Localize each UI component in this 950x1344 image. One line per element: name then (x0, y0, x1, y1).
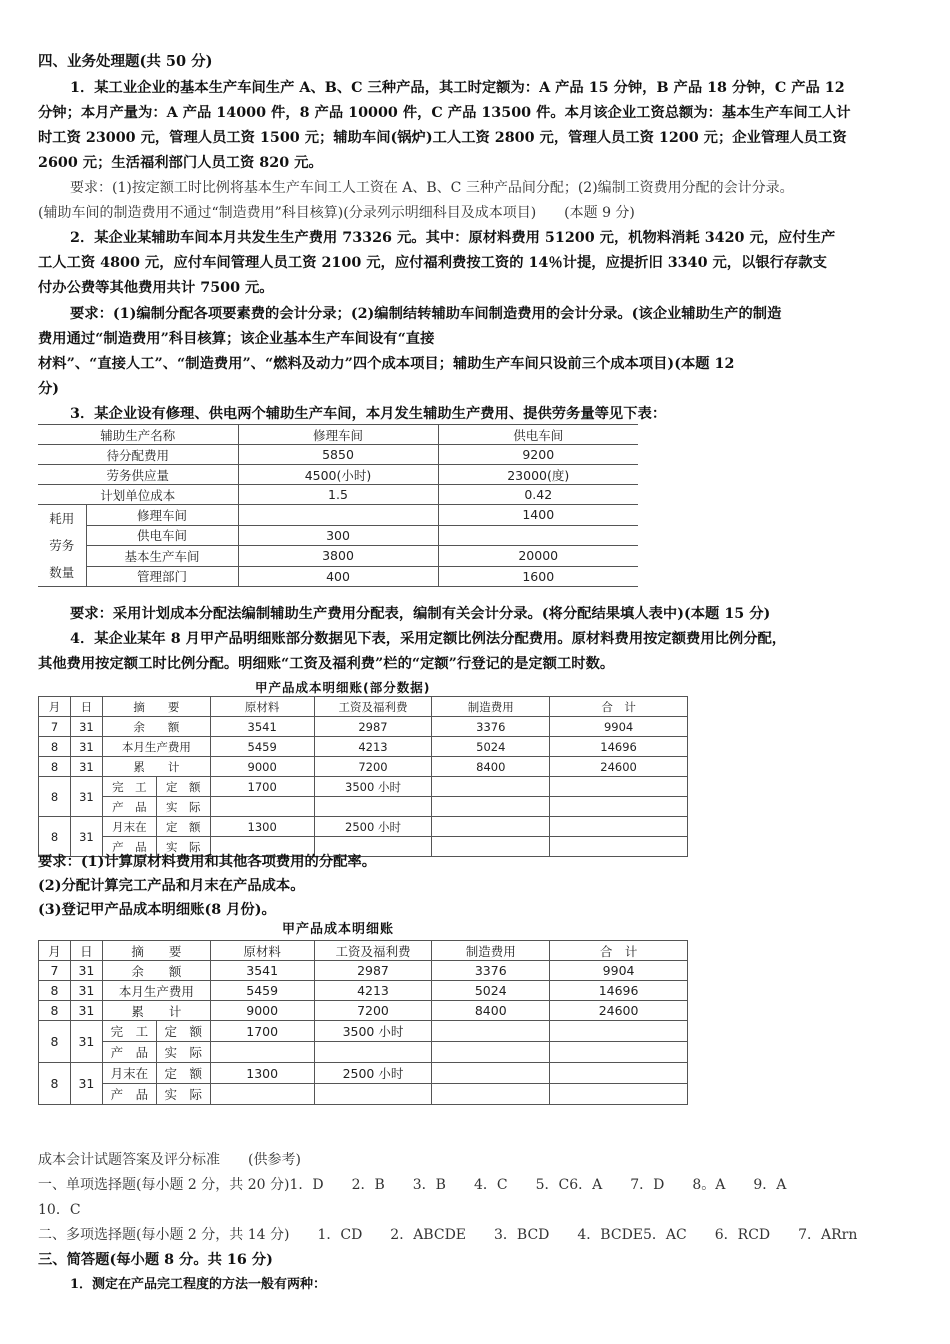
table-cell: 8400 (432, 757, 550, 777)
table-cell: 3500 小时 (314, 777, 432, 797)
table-cell: 实 际 (156, 837, 210, 857)
table-cell: 4500(小时) (238, 465, 438, 485)
table-cell: 31 (70, 757, 102, 777)
table-cell: 5024 (432, 737, 550, 757)
table-cell: 7 (39, 717, 71, 737)
table-cell: 实 际 (156, 1042, 210, 1063)
table-cell: 8 (39, 737, 71, 757)
table-header-row (39, 941, 688, 961)
table-cell: 2500 小时 (314, 1063, 432, 1084)
table-cell: 产 品 (102, 1084, 156, 1105)
table-cell (550, 1084, 688, 1105)
table-cell (550, 1042, 688, 1063)
table-header-cell: 原材料 (210, 941, 314, 961)
table-cell: 14696 (550, 981, 688, 1001)
answers-single-choice: 一、单项选择题(每小题 2 分，共 20 分)1．D 2．B 3．B 4．C 5．C6．A 7．D 8。A 9．A (38, 1177, 787, 1193)
table-cell (238, 505, 438, 526)
table-title: 甲产品成本明细账(部分数据) (255, 680, 431, 695)
table-cell: 修理车间 (86, 505, 238, 526)
table-header-cell: 修理车间 (238, 425, 438, 445)
table-cell: 8 (39, 1001, 71, 1021)
table-cell: 31 (70, 737, 102, 757)
table-cell: 8 (39, 981, 71, 1001)
table-header-cell: 月 (39, 697, 71, 717)
q4-requirement-3: (3)登记甲产品成本明细账(8 月份)。 (38, 902, 276, 918)
table-header-cell: 月 (39, 941, 71, 961)
table-cell: 8 (39, 817, 71, 857)
table-header-cell: 工资及福利费 (314, 697, 432, 717)
table-cell: 9904 (550, 961, 688, 981)
table-header-cell: 工资及福利费 (314, 941, 432, 961)
table-cell: 9904 (550, 717, 688, 737)
table-cell (314, 1084, 432, 1105)
table-row (39, 817, 688, 837)
table-cell: 月末在 (102, 817, 156, 837)
q1-line4: 2600 元；生活福利部门人员工资 820 元。 (38, 155, 323, 171)
table-row (39, 797, 688, 817)
table-header-cell: 制造费用 (432, 697, 550, 717)
q2-line2: 工人工资 4800 元，应付车间管理人员工资 2100 元，应付福利费按工资的 14％计提，应提折旧 3340 元，以银行存款支 (38, 255, 827, 271)
table-header-cell: 合 计 (550, 697, 688, 717)
q3-intro: 3．某企业设有修理、供电两个辅助生产车间，本月发生辅助生产费用、提供劳务量等见下表： (70, 406, 667, 422)
table-header-cell: 日 (70, 941, 102, 961)
table-cell: 累 计 (102, 757, 210, 777)
table-title: 甲产品成本明细账 (282, 922, 395, 937)
table-cell: 定 额 (156, 1063, 210, 1084)
table-cell: 1700 (210, 777, 314, 797)
q1-requirement-1: 要求：(1)按定额工时比例将基本生产车间工人工资在 A、B、C 三种产品间分配；(2)编制工资费用分配的会计分录。 (70, 180, 794, 196)
table-cell (210, 1042, 314, 1063)
answers-multiple-choice: 二、多项选择题(每小题 2 分，共 14 分) 1．CD 2．ABCDE 3．BCD 4．BCDE5．AC 6．RCD 7．ARrn (38, 1227, 858, 1243)
table-cell: 0.42 (438, 485, 638, 505)
table-cell: 完 工 (102, 777, 156, 797)
answers-single-choice-cont: 10．C (38, 1202, 81, 1218)
table-cell: 本月生产费用 (102, 981, 210, 1001)
table-cell: 2987 (314, 717, 432, 737)
answers-short-q1: 1．测定在产品完工程度的方法一般有两种： (70, 1277, 327, 1292)
table-row (38, 505, 638, 526)
q4-requirement-1: 要求：(1)计算原材料费用和其他各项费用的分配率。 (38, 854, 377, 870)
table-header-cell: 原材料 (210, 697, 314, 717)
table-cell: 完 工 (102, 1021, 156, 1042)
table-cell (550, 797, 688, 817)
table-row (38, 485, 638, 505)
table-cell: 实 际 (156, 797, 210, 817)
table-row (38, 546, 638, 567)
table-cell (432, 1084, 550, 1105)
table-header-cell: 制造费用 (432, 941, 550, 961)
q4-line2: 其他费用按定额工时比例分配。明细账“工资及福利费”栏的“定额”行登记的是定额工时数。 (38, 656, 615, 672)
table-cell: 400 (238, 566, 438, 587)
table-cell: 31 (70, 981, 102, 1001)
table-cell: 8 (39, 757, 71, 777)
table-row (39, 1063, 688, 1084)
table-cell: 20000 (438, 546, 638, 567)
table-cell: 31 (70, 777, 102, 817)
table-row (39, 1084, 688, 1105)
table-group-cell: 耗用劳务数量 (38, 505, 86, 587)
table-cell: 7 (39, 961, 71, 981)
table-cell (432, 1021, 550, 1042)
table-row (39, 1021, 688, 1042)
table-cell (314, 797, 432, 817)
table-row (38, 566, 638, 587)
table-cell: 24600 (550, 1001, 688, 1021)
table-header-cell: 合 计 (550, 941, 688, 961)
table-row (39, 961, 688, 981)
table-header-cell: 摘 要 (102, 697, 210, 717)
table-cell: 4213 (314, 737, 432, 757)
q3-requirement: 要求：采用计划成本分配法编制辅助生产费用分配表，编制有关会计分录。(将分配结果填人表中)(本题 15 分) (70, 606, 771, 622)
answers-short-heading: 三、简答题(每小题 8 分。共 16 分) (38, 1252, 273, 1268)
table-cell: 累 计 (102, 1001, 210, 1021)
table-cell: 供电车间 (86, 525, 238, 546)
table-row (39, 757, 688, 777)
table-cell: 劳务供应量 (38, 465, 238, 485)
table-row (39, 1001, 688, 1021)
table-row (38, 445, 638, 465)
q1-line1: 1．某工业企业的基本生产车间生产 A、B、C 三种产品，其工时定额为：A 产品 15 分钟，B 产品 18 分钟，C 产品 12 (70, 80, 845, 96)
table-cell (432, 1063, 550, 1084)
table-cell: 待分配费用 (38, 445, 238, 465)
table-cell (432, 797, 550, 817)
table-cell: 300 (238, 525, 438, 546)
table-row (39, 1042, 688, 1063)
table-cell: 基本生产车间 (86, 546, 238, 567)
table-cell: 1400 (438, 505, 638, 526)
table-cell: 定 额 (156, 777, 210, 797)
q2-line1: 2．某企业某辅助车间本月共发生生产费用 73326 元。其中：原材料费用 51200 元，机物料消耗 3420 元，应付生产 (70, 230, 836, 246)
table-cell: 3376 (432, 717, 550, 737)
q4-requirement-2: (2)分配计算完工产品和月末在产品成本。 (38, 878, 305, 894)
table-cell (550, 777, 688, 797)
table-cell: 1600 (438, 566, 638, 587)
table-cell (314, 1042, 432, 1063)
table-cell: 产 品 (102, 837, 156, 857)
q1-line2: 分钟；本月产量为：A 产品 14000 件，8 产品 10000 件，C 产品 13500 件。本月该企业工资总额为：基本生产车间工人计 (38, 105, 851, 121)
q4-line1: 4．某企业某年 8 月甲产品明细账部分数据见下表，采用定额比例法分配费用。原材料费用按定额费用比例分配， (70, 631, 787, 647)
table-cell: 4213 (314, 981, 432, 1001)
table-cell (550, 1021, 688, 1042)
table-header-cell: 供电车间 (438, 425, 638, 445)
table-cell: 9200 (438, 445, 638, 465)
table-cell: 管理部门 (86, 566, 238, 587)
table-cell: 5459 (210, 737, 314, 757)
table-cell: 31 (70, 961, 102, 981)
ledger-table (38, 940, 688, 1105)
table-row (39, 981, 688, 1001)
table-cell: 1300 (210, 1063, 314, 1084)
q1-requirement-2: (辅助车间的制造费用不通过“制造费用”科目核算)(分录列示明细科目及成本项目) (本题 9 分) (38, 205, 635, 221)
table-cell: 7200 (314, 757, 432, 777)
table-cell: 计划单位成本 (38, 485, 238, 505)
table-cell: 1700 (210, 1021, 314, 1042)
service-allocation-table (38, 424, 638, 587)
table-row (39, 717, 688, 737)
table-cell: 31 (70, 1001, 102, 1021)
q2-requirement-2: 费用通过“制造费用”科目核算；该企业基本生产车间设有“直接 (38, 331, 435, 347)
table-cell: 14696 (550, 737, 688, 757)
q2-requirement-1: 要求：(1)编制分配各项要素费的会计分录；(2)编制结转辅助车间制造费用的会计分录。(该企业辅助生产的制造 (70, 306, 782, 322)
table-cell: 余 额 (102, 961, 210, 981)
table-cell (432, 817, 550, 837)
table-cell: 3800 (238, 546, 438, 567)
table-row (38, 525, 638, 546)
table-header-cell: 辅助生产名称 (38, 425, 238, 445)
table-row (39, 777, 688, 797)
table-cell: 8 (39, 777, 71, 817)
table-cell: 定 额 (156, 1021, 210, 1042)
table-cell: 实 际 (156, 1084, 210, 1105)
table-cell (550, 817, 688, 837)
q1-line3: 时工资 23000 元，管理人员工资 1500 元；辅助车间(锅炉)工人工资 2800 元，管理人员工资 1200 元；企业管理人员工资 (38, 130, 847, 146)
table-row (38, 465, 638, 485)
table-cell (438, 525, 638, 546)
table-cell: 2987 (314, 961, 432, 981)
table-cell: 3541 (210, 717, 314, 737)
table-cell: 1300 (210, 817, 314, 837)
q2-requirement-3: 材料”、“直接人工”、“制造费用”、“燃料及动力”四个成本项目；辅助生产车间只设前三个成本项目)(本题 12 (38, 356, 735, 372)
table-cell (550, 1063, 688, 1084)
table-cell: 8 (39, 1021, 71, 1063)
table-cell (432, 1042, 550, 1063)
table-cell: 8 (39, 1063, 71, 1105)
table-cell: 31 (70, 1063, 102, 1105)
table-cell: 产 品 (102, 797, 156, 817)
table-cell: 2500 小时 (314, 817, 432, 837)
table-cell: 定 额 (156, 817, 210, 837)
table-header-cell: 日 (70, 697, 102, 717)
table-cell: 24600 (550, 757, 688, 777)
ledger-table-partial (38, 696, 688, 857)
table-cell (550, 837, 688, 857)
section-heading: 四、业务处理题(共 50 分) (38, 53, 213, 70)
table-cell: 23000(度) (438, 465, 638, 485)
table-cell: 3376 (432, 961, 550, 981)
q2-line3: 付办公费等其他费用共计 7500 元。 (38, 280, 274, 296)
table-header-row (39, 697, 688, 717)
answers-title: 成本会计试题答案及评分标准 (供参考) (38, 1152, 301, 1168)
q2-requirement-4: 分) (38, 381, 60, 397)
table-cell: 8400 (432, 1001, 550, 1021)
table-cell: 产 品 (102, 1042, 156, 1063)
table-cell: 1.5 (238, 485, 438, 505)
table-cell: 3541 (210, 961, 314, 981)
table-cell (432, 777, 550, 797)
table-cell (210, 797, 314, 817)
table-cell: 7200 (314, 1001, 432, 1021)
table-header-cell: 摘 要 (102, 941, 210, 961)
table-cell: 31 (70, 1021, 102, 1063)
table-cell: 31 (70, 817, 102, 857)
table-cell: 月末在 (102, 1063, 156, 1084)
table-header-row (38, 425, 638, 445)
table-cell: 9000 (210, 1001, 314, 1021)
table-cell: 5024 (432, 981, 550, 1001)
table-cell: 3500 小时 (314, 1021, 432, 1042)
table-cell: 9000 (210, 757, 314, 777)
table-cell: 余 额 (102, 717, 210, 737)
table-cell: 31 (70, 717, 102, 737)
table-cell: 本月生产费用 (102, 737, 210, 757)
table-cell (210, 1084, 314, 1105)
table-cell: 5459 (210, 981, 314, 1001)
table-cell: 5850 (238, 445, 438, 465)
table-cell (432, 837, 550, 857)
table-row (39, 737, 688, 757)
